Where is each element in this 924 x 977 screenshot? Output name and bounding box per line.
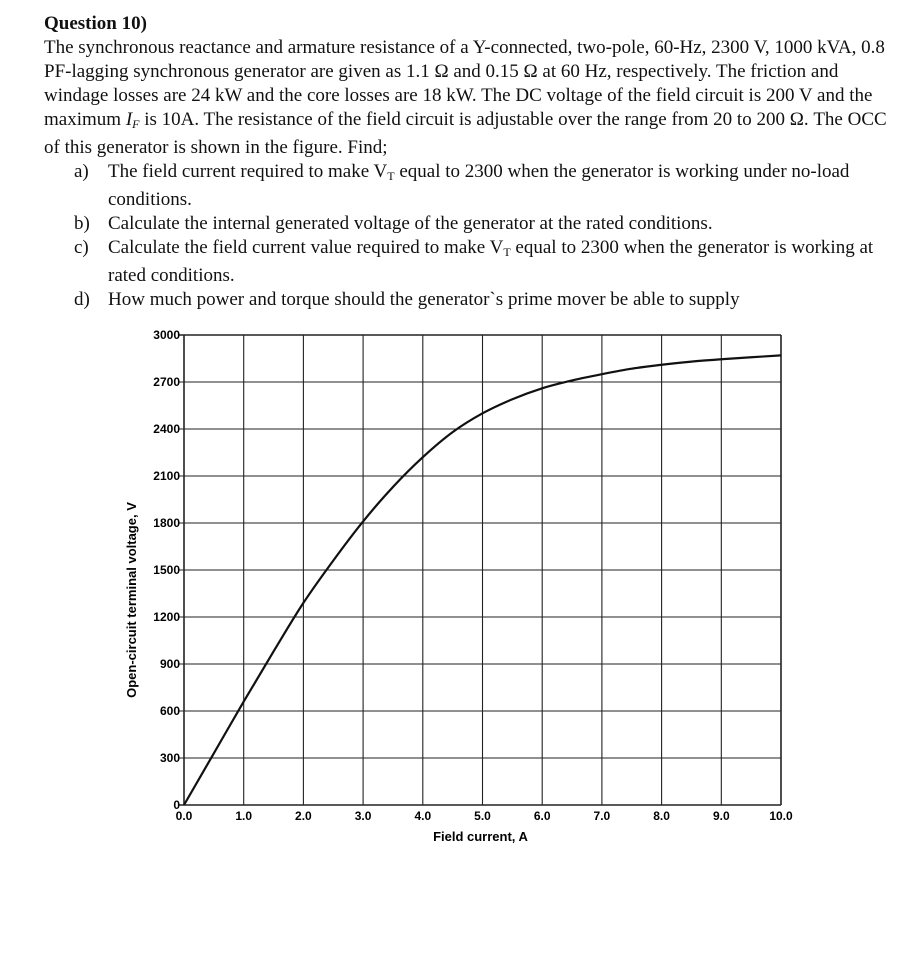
y-axis-label: Open-circuit terminal voltage, V — [124, 502, 139, 698]
x-tick-label: 1.0 — [235, 809, 253, 823]
question-body — [44, 36, 904, 160]
x-tick-label: 2.0 — [295, 809, 312, 823]
part-text: How much power and torque should the generator`s prime mover be able to supply — [108, 289, 740, 310]
y-tick-label: 900 — [159, 657, 180, 671]
y-tick-label: 1500 — [153, 563, 180, 577]
x-tick-label: 6.0 — [533, 809, 551, 823]
part-text: Calculate the field current value required to make V — [108, 237, 504, 258]
x-axis-label: Field current, A — [433, 829, 528, 844]
x-tick-label: 4.0 — [414, 809, 432, 823]
x-tick-label: 7.0 — [593, 809, 611, 823]
part-a — [44, 160, 904, 212]
question-title: Question 10) — [44, 13, 147, 34]
x-tick-labels — [176, 809, 793, 823]
y-tick-label: 300 — [159, 751, 180, 765]
y-tick-label: 2700 — [153, 375, 180, 389]
question-block — [44, 12, 904, 312]
part-d — [44, 288, 904, 312]
question-body-tail: is 10A. The resistance of the field circuit is adjustable over the range from 20 to 200 Ω. The OCC of this generator is shown in the figure. Find; — [44, 109, 887, 158]
question-body-text: The synchronous reactance and armature resistance of a Y-connected, two-pole, 60-Hz, 2300 V, 1000 kVA, 0.8 PF-lagging synchronous generator are given as 1.1 Ω and 0.15 Ω at 60 Hz, respectively. The friction and windage losses are 24 kW and the core losses are 18 kW. The DC voltage of the field circuit is 200 V and the maximum — [44, 37, 885, 130]
field-current-subscript: F — [132, 117, 140, 131]
x-tick-label: 3.0 — [354, 809, 372, 823]
x-tick-label: 8.0 — [653, 809, 670, 823]
part-text: The field current required to make V — [108, 161, 388, 182]
part-text-tail: equal to 2300 when the generator is working under no-load conditions. — [108, 161, 850, 210]
part-b — [44, 212, 904, 236]
y-tick-label: 1200 — [153, 610, 180, 624]
part-text: Calculate the internal generated voltage of the generator at the rated conditions. — [108, 213, 713, 234]
y-tick-label: 0 — [173, 798, 180, 812]
y-tick-label: 2400 — [153, 422, 180, 436]
part-letter: d) — [74, 289, 90, 310]
question-parts — [44, 160, 904, 312]
y-tick-label: 3000 — [153, 328, 180, 342]
part-subscript: T — [503, 245, 511, 259]
x-tick-label: 5.0 — [474, 809, 491, 823]
part-letter: a) — [74, 161, 89, 182]
part-subscript: T — [387, 169, 395, 183]
part-letter: c) — [74, 237, 89, 258]
x-tick-label: 9.0 — [712, 809, 730, 823]
part-letter: b) — [74, 213, 90, 234]
y-tick-label: 1800 — [153, 516, 180, 530]
x-tick-label: 10.0 — [769, 809, 793, 823]
occ-chart — [0, 318, 924, 878]
x-tick-label: 0.0 — [175, 809, 193, 823]
chart-grid — [178, 335, 781, 805]
y-tick-label: 2100 — [153, 469, 180, 483]
part-text-tail: equal to 2300 when the generator is working at rated conditions. — [108, 237, 874, 286]
y-tick-labels — [153, 328, 180, 812]
field-current-symbol: I — [125, 109, 133, 130]
part-c — [44, 236, 904, 288]
y-tick-label: 600 — [159, 704, 180, 718]
